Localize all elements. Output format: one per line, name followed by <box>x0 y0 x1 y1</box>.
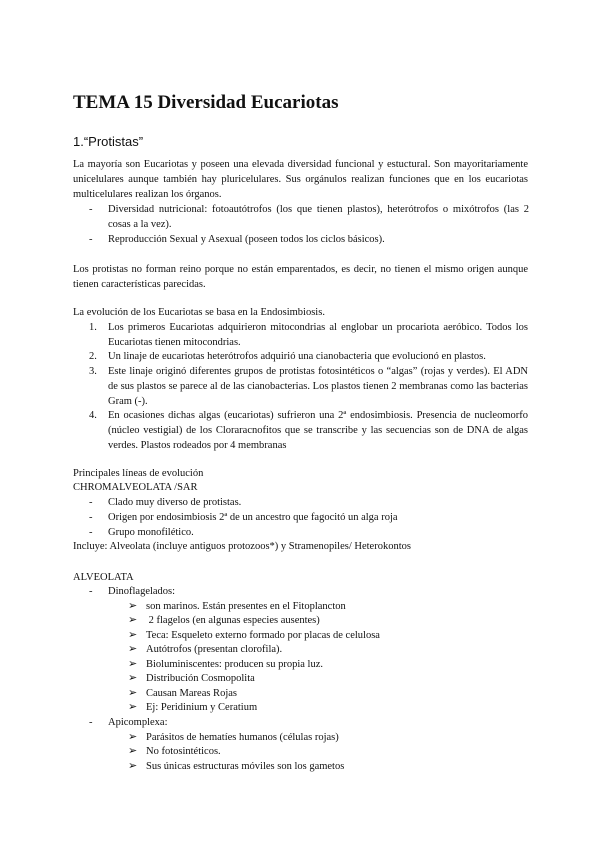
arrow-bullet-icon: ➢ <box>128 672 138 684</box>
dash-marker: - <box>89 204 93 215</box>
sub-list-item: ➢ 2 flagelos (en algunas especies ausentes) <box>128 614 320 626</box>
sub-list-item: ➢ Causan Mareas Rojas <box>128 687 237 699</box>
list-item: - Origen por endosimbiosis 2ª de un ancestro que fagocitó un alga roja <box>89 512 398 523</box>
sub-list-item: ➢ No fotosintéticos. <box>128 745 221 757</box>
sub-list-item: ➢ son marinos. Están presentes en el Fitoplancton <box>128 600 346 612</box>
dash-marker: - <box>89 497 93 508</box>
numbered-item: 2. Un linaje de eucariotas heterótrofos adquirió una cianobacteria que evolucionó en plastos. <box>89 351 486 362</box>
dash-marker: - <box>89 586 93 597</box>
arrow-bullet-icon: ➢ <box>128 643 138 655</box>
arrow-bullet-icon: ➢ <box>128 600 138 612</box>
sub-list-item: ➢ Sus únicas estructuras móviles son los gametos <box>128 760 345 772</box>
item-number: 4. <box>89 410 97 421</box>
numbered-item: 1. Los primeros Eucariotas adquirieron mitocondrias al englobar un procariota aeróbico. Todos los Eucariotas tienen mitocondrias. <box>89 322 528 348</box>
dash-marker: - <box>89 717 93 728</box>
sub-list-item: ➢ Bioluminiscentes: producen su propia luz. <box>128 658 324 670</box>
item-number: 1. <box>89 322 97 333</box>
list-item: - Reproducción Sexual y Asexual (poseen todos los ciclos básicos). <box>89 234 385 245</box>
list-item: - Grupo monofilético. <box>89 527 194 538</box>
arrow-bullet-icon: ➢ <box>128 731 138 743</box>
sub-list-item: ➢ Autótrofos (presentan clorofila). <box>128 643 283 655</box>
page-title: TEMA 15 Diversidad Eucariotas <box>73 92 339 113</box>
arrow-bullet-icon: ➢ <box>128 687 138 699</box>
sub-list-item: ➢ Distribución Cosmopolita <box>128 672 255 684</box>
chromalveolata-heading: CHROMALVEOLATA /SAR <box>73 482 198 493</box>
dash-marker: - <box>89 512 93 523</box>
sub-list-item: ➢ Teca: Esqueleto externo formado por placas de celulosa <box>128 629 380 641</box>
arrow-bullet-icon: ➢ <box>128 701 138 713</box>
list-item: - Apicomplexa: <box>89 717 168 728</box>
dash-marker: - <box>89 527 93 538</box>
intro-paragraph: La mayoría son Eucariotas y poseen una elevada diversidad funcional y estuctural. Son mayoritariamente unicelulares aunque también hay pluricelulares. Sus orgánulos realizan funciones que en los eucariotas multicelulares realizan los órganos. <box>73 159 528 200</box>
alveolata-heading: ALVEOLATA <box>73 572 134 583</box>
numbered-item: 3. Este linaje originó diferentes grupos de protistas fotosintéticos o “algas” (rojas y verdes). El ADN de sus plastos se parece al de las cianobacterias. Los plastos tienen 2 membranas como las bacterias Gram (-). <box>89 366 528 407</box>
item-number: 2. <box>89 351 97 362</box>
protistas-paragraph: Los protistas no forman reino porque no están emparentados, es decir, no tienen el mismo origen aunque tienen características parecidas. <box>73 264 528 290</box>
arrow-bullet-icon: ➢ <box>128 745 138 757</box>
evolution-intro: La evolución de los Eucariotas se basa en la Endosimbiosis. <box>73 307 325 318</box>
arrow-bullet-icon: ➢ <box>128 614 138 626</box>
item-number: 3. <box>89 366 97 377</box>
list-item: - Dinoflagelados: <box>89 586 176 597</box>
arrow-bullet-icon: ➢ <box>128 760 138 772</box>
numbered-item: 4. En ocasiones dichas algas (eucariotas) sufrieron una 2ª endosimbiosis. Presencia de nucleomorfo (núcleo vestigial) de los Cloraracnofitos que se transcribe y las secuencias son de DNA de algas verdes. Plastos rodeados por 4 membranas <box>89 410 528 451</box>
list-item: - Clado muy diverso de protistas. <box>89 497 242 508</box>
list-item: - Diversidad nutricional: fotoautótrofos (los que tienen plastos), heterótrofos o mixótrofos (las 2 cosas a la vez). <box>89 204 529 230</box>
evolution-lines-heading: Principales líneas de evolución <box>73 468 204 479</box>
section-heading-protistas: 1.“Protistas” <box>73 134 144 149</box>
arrow-bullet-icon: ➢ <box>128 629 138 641</box>
arrow-bullet-icon: ➢ <box>128 658 138 670</box>
sub-list-item: ➢ Ej: Peridinium y Ceratium <box>128 701 258 713</box>
includes-line: Incluye: Alveolata (incluye antiguos protozoos*) y Stramenopiles/ Heterokontos <box>73 541 411 552</box>
dash-marker: - <box>89 234 93 245</box>
sub-list-item: ➢ Parásitos de hematíes humanos (células rojas) <box>128 731 339 743</box>
